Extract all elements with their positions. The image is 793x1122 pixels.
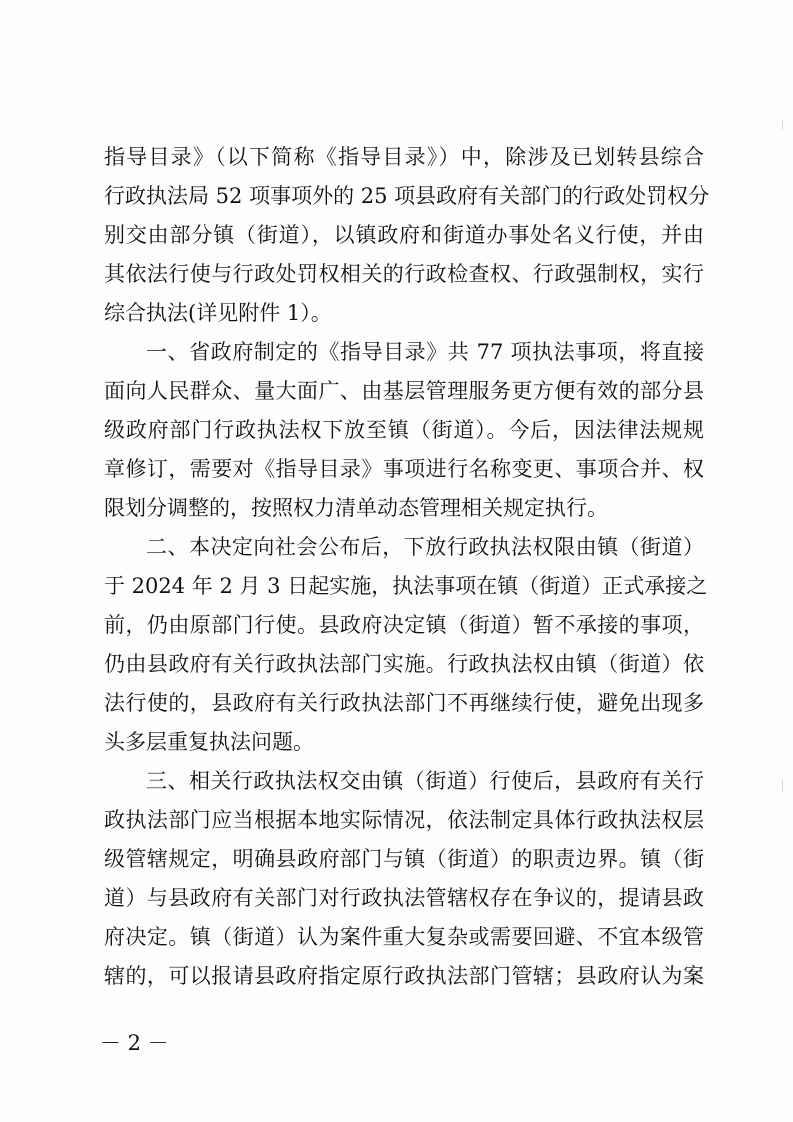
scan-edge-mark bbox=[782, 120, 783, 130]
text-line-13: 前，仍由原部门行使。县政府决定镇（街道）暂不承接的事项， bbox=[104, 613, 704, 637]
document-body bbox=[104, 138, 710, 996]
text-line-22: 辖的，可以报请县政府指定原行政执法部门管辖；县政府认为案 bbox=[104, 964, 704, 988]
scan-edge-mark bbox=[782, 780, 783, 792]
text-line-9: 章修订，需要对《指导目录》事项进行名称变更、事项合并、权 bbox=[104, 457, 704, 481]
text-line-3: 别交由部分镇（街道），以镇政府和街道办事处名义行使，并由 bbox=[104, 223, 704, 247]
text-line-2: 行政执法局 52 项事项外的 25 项县政府有关部门的行政处罚权分 bbox=[104, 184, 710, 208]
text-line-20: 道）与县政府有关部门对行政执法管辖权存在争议的，提请县政 bbox=[104, 886, 704, 910]
text-line-4: 其依法行使与行政处罚权相关的行政检查权、行政强制权，实行 bbox=[104, 262, 704, 286]
text-line-18: 政执法部门应当根据本地实际情况，依法制定具体行政执法权层 bbox=[104, 808, 704, 832]
text-line-12: 于 2024 年 2 月 3 日起实施，执法事项在镇（街道）正式承接之 bbox=[104, 574, 708, 598]
page-number: － 2 － bbox=[100, 1031, 169, 1055]
text-line-11: 二、本决定向社会公布后，下放行政执法权限由镇（街道） bbox=[146, 535, 704, 559]
text-line-6: 一、省政府制定的《指导目录》共 77 项执法事项，将直接 bbox=[146, 340, 704, 364]
text-line-19: 级管辖规定，明确县政府部门与镇（街道）的职责边界。镇（街 bbox=[104, 847, 704, 871]
text-line-17: 三、相关行政执法权交由镇（街道）行使后，县政府有关行 bbox=[146, 769, 704, 793]
text-line-15: 法行使的，县政府有关行政执法部门不再继续行使，避免出现多 bbox=[104, 691, 704, 715]
text-line-1: 指导目录》（以下简称《指导目录》）中，除涉及已划转县综合 bbox=[104, 145, 704, 169]
text-line-21: 府决定。镇（街道）认为案件重大复杂或需要回避、不宜本级管 bbox=[104, 925, 704, 949]
text-line-7: 面向人民群众、量大面广、由基层管理服务更方便有效的部分县 bbox=[104, 379, 704, 403]
text-line-16: 头多层重复执法问题。 bbox=[104, 730, 314, 754]
text-line-8: 级政府部门行政执法权下放至镇（街道）。今后，因法律法规规 bbox=[104, 418, 704, 442]
text-line-14: 仍由县政府有关行政执法部门实施。行政执法权由镇（街道）依 bbox=[104, 652, 704, 676]
text-line-10: 限划分调整的，按照权力清单动态管理相关规定执行。 bbox=[104, 496, 608, 520]
text-line-5: 综合执法(详见附件 1）。 bbox=[104, 301, 332, 325]
